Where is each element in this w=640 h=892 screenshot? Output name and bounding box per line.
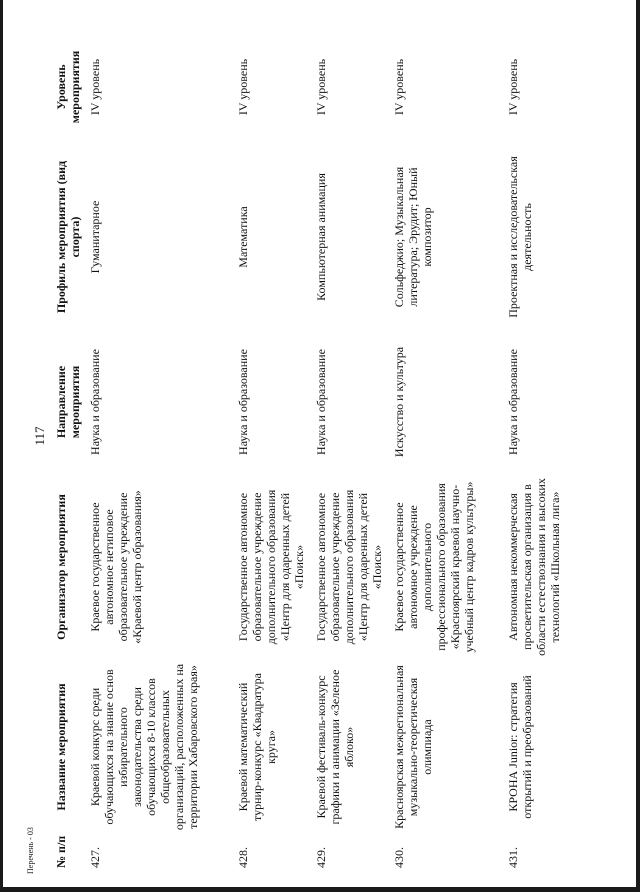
- row-organizer: Государственное автономное образовательное учреждение дополнительного образования «Центр для одаренных детей «Поиск»: [314, 489, 384, 645]
- row-profile: Сольфеджио; Музыкальная литература; Эрудит; Юный композитор: [392, 166, 434, 308]
- row-profile: Проектная и исследовательская деятельность: [506, 156, 534, 318]
- row-level: IV уровень: [236, 58, 250, 116]
- header-direction: Направление мероприятия: [54, 365, 82, 439]
- row-profile: Гуманитарное: [88, 200, 102, 274]
- header-profile: Профиль мероприятия (вид спорта): [54, 160, 82, 314]
- row-name: КРОНА Junior: стратегия открытий и преобразований: [506, 675, 534, 819]
- scan-border-left: [0, 0, 3, 892]
- header-name: Название мероприятия: [54, 683, 68, 811]
- header-organizer: Организатор мероприятия: [54, 494, 68, 640]
- scan-border-bottom: [0, 887, 640, 892]
- row-num: 428.: [236, 847, 250, 868]
- row-level: IV уровень: [506, 58, 520, 116]
- row-organizer: Государственное автономное образовательное учреждение дополнительного образования «Центр для одаренных детей «Поиск»: [236, 489, 306, 645]
- row-num: 431.: [506, 847, 520, 868]
- page-number: 117: [32, 426, 47, 446]
- row-name: Краевой конкурс среди обучающихся на знание основ избирательного законодательства среди обучающихся 8-10 классов общеобразовательных организаций, расположенных на территории Хабаровского края»: [88, 663, 200, 831]
- row-level: IV уровень: [392, 58, 406, 116]
- row-direction: Наука и образование: [314, 349, 328, 455]
- row-name: Краевой фестиваль-конкурс графики и анимации «Зеленое яблоко»: [314, 669, 356, 825]
- rotated-page: [10, 16, 630, 876]
- row-level: IV уровень: [88, 58, 102, 116]
- row-profile: Компьютерная анимация: [314, 173, 328, 301]
- row-name: Красноярская межрегиональная музыкально-теоретическая олимпиада: [392, 665, 434, 829]
- row-num: 427.: [88, 847, 102, 868]
- row-num: 429.: [314, 847, 328, 868]
- row-organizer: Краевое государственное автономное нетиповое образовательное учреждение «Краевой центр образования»: [88, 490, 144, 644]
- row-level: IV уровень: [314, 58, 328, 116]
- row-direction: Наука и образование: [506, 349, 520, 455]
- footer-note: Перечень - 03: [26, 827, 35, 874]
- row-direction: Наука и образование: [236, 349, 250, 455]
- scan-border-right: [636, 0, 640, 892]
- row-direction: Искусство и культура: [392, 346, 406, 458]
- row-organizer: Автономная некоммерческая просветительская организация в области естествознания и высоких технологий «Школьная лига»: [506, 478, 562, 656]
- row-profile: Математика: [236, 206, 250, 268]
- header-level: Уровень мероприятия: [54, 50, 82, 124]
- header-num: № п/п: [54, 835, 68, 868]
- row-name: Краевой математический турнир-конкурс «Квадратура круга»: [236, 673, 278, 821]
- row-num: 430.: [392, 847, 406, 868]
- row-direction: Наука и образование: [88, 349, 102, 455]
- row-organizer: Краевое государственное автономное учреждение дополнительного профессионального образования «Красноярский краевой научно-учебный центр кадров культуры»: [392, 481, 476, 653]
